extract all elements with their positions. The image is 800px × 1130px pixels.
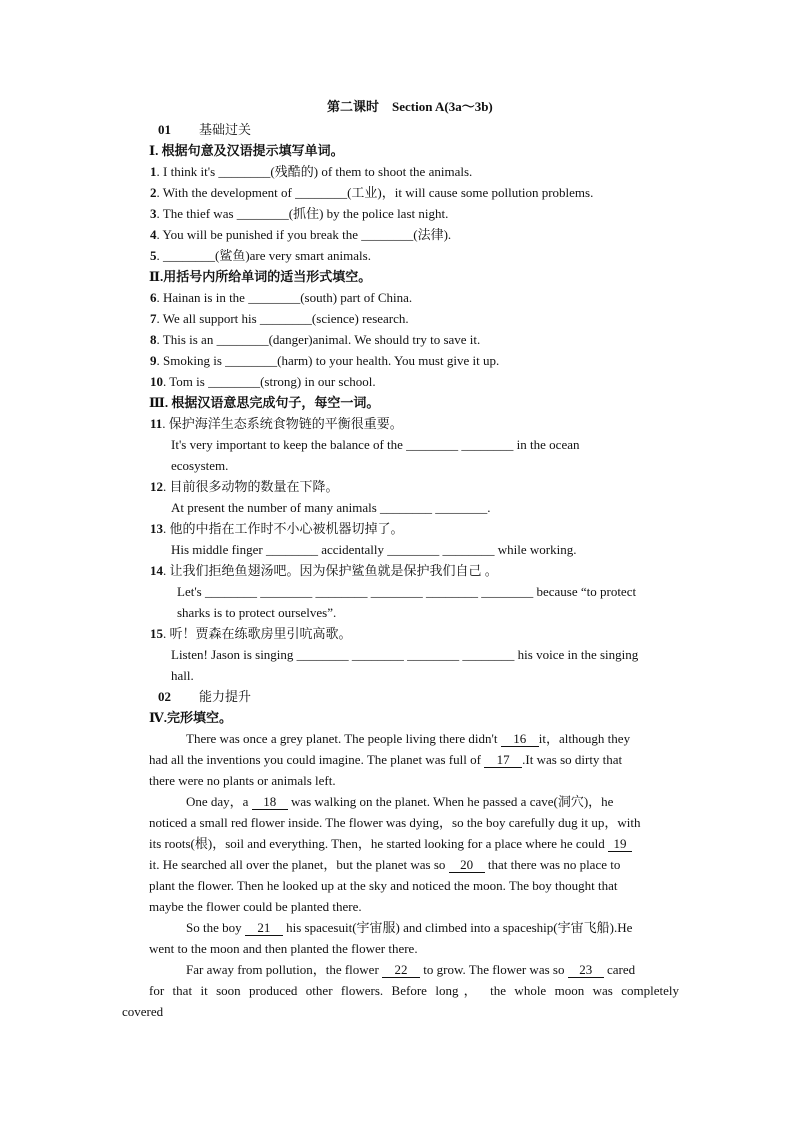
question-number: 15 bbox=[150, 626, 163, 641]
cloze-line: maybe the flower could be planted there. bbox=[149, 899, 362, 914]
section-heading: Ⅱ.用括号内所给单词的适当形式填空。 bbox=[149, 269, 372, 284]
cloze-blank: 21 bbox=[245, 921, 283, 936]
page-title: 第二课时 Section A(3a～3b) bbox=[327, 99, 493, 114]
question-text: ________(鲨鱼)are very smart animals. bbox=[163, 248, 371, 263]
cloze-line: had all the inventions you could imagine. The planet was full of 17 .It was so dirty that bbox=[149, 752, 623, 767]
question-text: With the development of ________(工业)，it will cause some pollution problems. bbox=[162, 185, 594, 200]
question-number: 2 bbox=[150, 185, 157, 200]
question-number: 9 bbox=[150, 353, 157, 368]
question-text: Smoking is ________(harm) to your health. You must give it up. bbox=[163, 353, 500, 368]
part-number: 01 bbox=[158, 122, 171, 137]
cloze-line: plant the flower. Then he looked up at the sky and noticed the moon. The boy thought that bbox=[149, 878, 618, 893]
cloze-line: it. He searched all over the planet，but the planet was so 20 that there was no place to bbox=[149, 857, 621, 872]
question-number: 10 bbox=[150, 374, 163, 389]
question: 12. 目前很多动物的数量在下降。 bbox=[150, 479, 339, 494]
question: 7. We all support his ________(science) research. bbox=[150, 311, 409, 326]
question-number: 1 bbox=[150, 164, 157, 179]
translation-line: ecosystem. bbox=[171, 458, 229, 473]
cloze-line: noticed a small red flower inside. The flower was dying，so the boy carefully dug it up，with bbox=[149, 815, 641, 830]
question: 6. Hainan is in the ________(south) part of China. bbox=[150, 290, 413, 305]
cloze-blank: 20 bbox=[449, 858, 485, 873]
question: 13. 他的中指在工作时不小心被机器切掉了。 bbox=[150, 521, 404, 536]
section-heading: Ⅳ.完形填空。 bbox=[149, 710, 233, 725]
question-text: This is an ________(danger)animal. We should try to save it. bbox=[162, 332, 481, 347]
part-label: 能力提升 bbox=[199, 689, 252, 704]
translation-line: It's very important to keep the balance of the ________ ________ in the ocean bbox=[171, 437, 580, 452]
cloze-blank: 16 bbox=[501, 732, 539, 747]
question-number: 12 bbox=[150, 479, 163, 494]
translation-line: His middle finger ________ accidentally ________ ________ while working. bbox=[171, 542, 577, 557]
part-number: 02 bbox=[158, 689, 171, 704]
cloze-blank: 18 bbox=[252, 795, 288, 810]
question-text: 让我们拒绝鱼翅汤吧。因为保护鲨鱼就是保护我们自己 。 bbox=[169, 563, 498, 578]
question-number: 7 bbox=[150, 311, 157, 326]
cloze-line: there were no plants or animals left. bbox=[149, 773, 336, 788]
question-text: The thief was ________(抓住) by the police last night. bbox=[162, 206, 449, 221]
question-text: 听！贾森在练歌房里引吭高歌。 bbox=[169, 626, 352, 641]
question: 4. You will be punished if you break the ________(法律). bbox=[150, 227, 452, 242]
question-text: 目前很多动物的数量在下降。 bbox=[169, 479, 339, 494]
question-text: I think it's ________(残酷的) of them to shoot the animals. bbox=[163, 164, 473, 179]
translation-line: Listen! Jason is singing ________ ________ ________ ________ his voice in the singing bbox=[171, 647, 639, 662]
translation-line: sharks is to protect ourselves”. bbox=[177, 605, 337, 620]
question: 1. I think it's ________(残酷的) of them to shoot the animals. bbox=[150, 164, 473, 179]
cloze-line: for that it soon produced other flowers. Before long， the whole moon was completely bbox=[149, 983, 679, 998]
question-number: 4 bbox=[150, 227, 157, 242]
question: 10. Tom is ________(strong) in our school. bbox=[150, 374, 376, 389]
question: 11. 保护海洋生态系统食物链的平衡很重要。 bbox=[150, 416, 403, 431]
question: 15. 听！贾森在练歌房里引吭高歌。 bbox=[150, 626, 352, 641]
question-number: 5 bbox=[150, 248, 157, 263]
question: 5. ________(鲨鱼)are very smart animals. bbox=[150, 248, 371, 263]
cloze-blank: 22 bbox=[382, 963, 420, 978]
cloze-line: One day，a 18 was walking on the planet. When he passed a cave(洞穴)，he bbox=[186, 794, 614, 809]
translation-line: Let's ________ ________ ________ ________ ________ ________ because “to protect bbox=[177, 584, 637, 599]
question: 9. Smoking is ________(harm) to your health. You must give it up. bbox=[150, 353, 500, 368]
cloze-line: Far away from pollution，the flower 22 to grow. The flower was so 23 cared bbox=[186, 962, 636, 977]
question-number: 13 bbox=[150, 521, 163, 536]
translation-line: hall. bbox=[171, 668, 194, 683]
question-text: Tom is ________(strong) in our school. bbox=[169, 374, 376, 389]
question-number: 14 bbox=[150, 563, 163, 578]
question-text: 他的中指在工作时不小心被机器切掉了。 bbox=[169, 521, 404, 536]
section-heading: Ⅲ. 根据汉语意思完成句子，每空一词。 bbox=[149, 395, 380, 410]
question-text: 保护海洋生态系统食物链的平衡很重要。 bbox=[168, 416, 403, 431]
cloze-line: its roots(根)，soil and everything. Then，he started looking for a place where he could 19 bbox=[149, 836, 632, 852]
question: 14. 让我们拒绝鱼翅汤吧。因为保护鲨鱼就是保护我们自己 。 bbox=[150, 563, 498, 578]
question: 3. The thief was ________(抓住) by the police last night. bbox=[150, 206, 449, 221]
question-number: 3 bbox=[150, 206, 157, 221]
question-text: We all support his ________(science) research. bbox=[162, 311, 409, 326]
question-number: 8 bbox=[150, 332, 157, 347]
cloze-blank: 19 bbox=[608, 837, 632, 852]
part-label: 基础过关 bbox=[199, 122, 252, 137]
cloze-blank: 17 bbox=[484, 753, 522, 768]
section-heading: Ⅰ. 根据句意及汉语提示填写单词。 bbox=[149, 143, 344, 158]
question-number: 11 bbox=[150, 416, 163, 431]
cloze-line: covered bbox=[122, 1004, 164, 1019]
question-text: Hainan is in the ________(south) part of China. bbox=[163, 290, 413, 305]
cloze-blank: 23 bbox=[568, 963, 604, 978]
translation-line: At present the number of many animals ________ ________. bbox=[171, 500, 491, 515]
question-text: You will be punished if you break the ________(法律). bbox=[162, 227, 452, 242]
question-number: 6 bbox=[150, 290, 157, 305]
cloze-line: There was once a grey planet. The people living there didn't 16 it，although they bbox=[186, 731, 631, 746]
question: 8. This is an ________(danger)animal. We should try to save it. bbox=[150, 332, 481, 347]
cloze-line: went to the moon and then planted the flower there. bbox=[149, 941, 418, 956]
question: 2. With the development of ________(工业)，it will cause some pollution problems. bbox=[150, 185, 594, 200]
cloze-line: So the boy 21 his spacesuit(宇宙服) and climbed into a spaceship(宇宙飞船).He bbox=[186, 920, 633, 935]
